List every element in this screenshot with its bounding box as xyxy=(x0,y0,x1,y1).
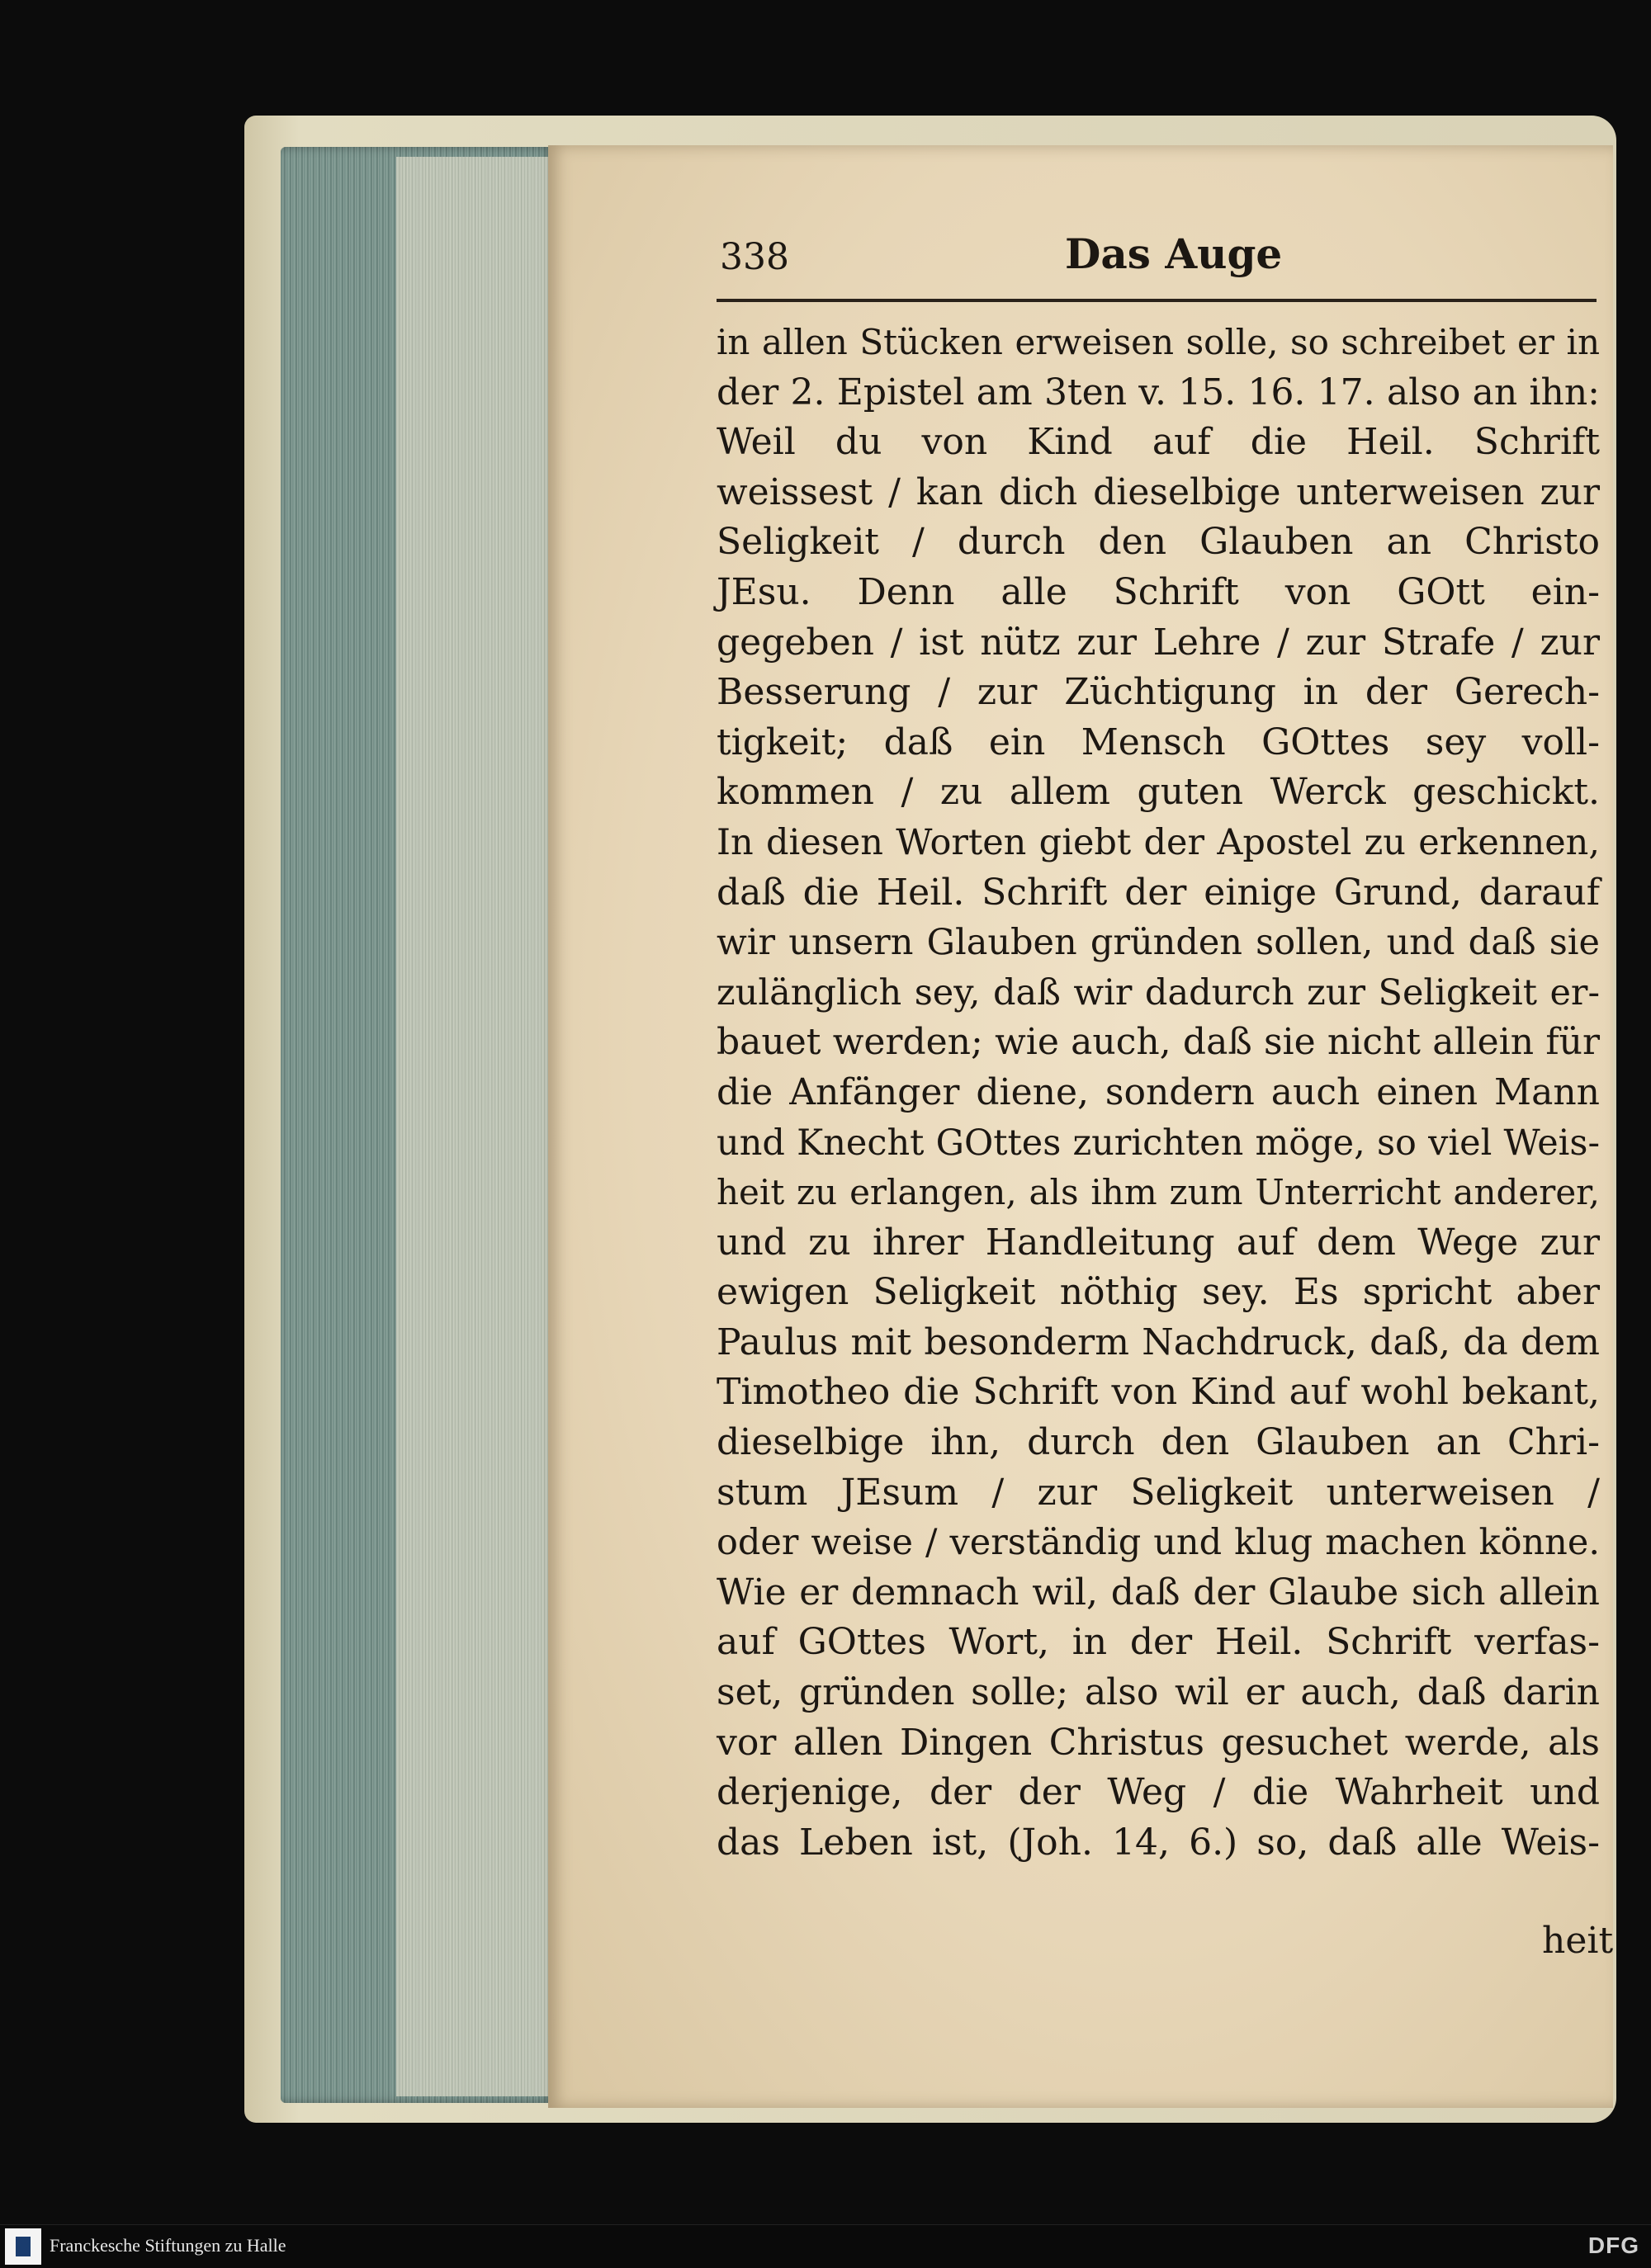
text-line: und zu ihrer Handleitung auf dem Wege zur xyxy=(717,1221,1600,1264)
text-line: der 2. Epistel am 3ten v. 15. 16. 17. also an ihn: xyxy=(717,371,1600,413)
text-line: weissest / kan dich dieselbige unterweisen zur xyxy=(717,470,1600,513)
book-page-edges-highlight xyxy=(396,157,553,2096)
text-line: oder weise / verständig und klug machen könne. xyxy=(717,1522,1600,1564)
text-line: Seligkeit / durch den Glauben an Christo xyxy=(717,521,1600,564)
text-line: Wie er demnach wil, daß der Glaube sich allein xyxy=(717,1571,1600,1614)
text-line: wir unsern Glauben gründen sollen, und daß sie xyxy=(717,922,1600,964)
text-line: JEsu. Denn alle Schrift von GOtt ein- xyxy=(717,570,1600,613)
text-line: die Anfänger diene, sondern auch einen Mann xyxy=(717,1070,1600,1113)
text-line: stum JEsum / zur Seligkeit unterweisen / xyxy=(717,1471,1600,1514)
text-line: heit zu erlangen, als ihm zum Unterricht anderer, xyxy=(717,1172,1600,1213)
text-line: und Knecht GOttes zurichten möge, so viel Weis- xyxy=(717,1122,1600,1164)
text-line: gegeben / ist nütz zur Lehre / zur Strafe / zur xyxy=(717,621,1600,664)
page-number: 338 xyxy=(720,236,789,278)
viewer-footer xyxy=(0,2224,1651,2268)
text-line: Besserung / zur Züchtigung in der Gerech- xyxy=(717,671,1600,714)
text-line: In diesen Worten giebt der Apostel zu erkennen, xyxy=(717,821,1600,863)
text-line: das Leben ist, (Joh. 14, 6.) so, daß alle Weis- xyxy=(717,1821,1600,1864)
footer-institution: Franckesche Stiftungen zu Halle xyxy=(50,2235,286,2256)
text-line: ewigen Seligkeit nöthig sey. Es spricht aber xyxy=(717,1271,1600,1314)
dfg-logo: DFG xyxy=(1587,2233,1639,2258)
text-line: Timotheo die Schrift von Kind auf wohl bekant, xyxy=(717,1371,1600,1414)
text-line: derjenige, der der Weg / die Wahrheit und xyxy=(717,1771,1600,1814)
text-line: Weil du von Kind auf die Heil. Schrift xyxy=(717,421,1600,464)
text-line: tigkeit; daß ein Mensch GOttes sey voll- xyxy=(717,721,1600,763)
text-line: Paulus mit besonderm Nachdruck, daß, da dem xyxy=(717,1321,1600,1363)
text-line: bauet werden; wie auch, daß sie nicht allein für xyxy=(717,1021,1600,1064)
text-line: zulänglich sey, daß wir dadurch zur Seligkeit er- xyxy=(717,971,1600,1014)
running-title: Das Auge xyxy=(1065,229,1283,278)
text-line: auf GOttes Wort, in der Heil. Schrift verfas- xyxy=(717,1621,1600,1664)
franckesche-stiftungen-logo-icon xyxy=(5,2228,41,2265)
text-line: in allen Stücken erweisen solle, so schreibet er in xyxy=(717,322,1600,362)
text-line: kommen / zu allem guten Werck geschickt. xyxy=(717,771,1600,814)
text-line: vor allen Dingen Christus gesuchet werde, als xyxy=(717,1721,1600,1764)
text-line: set, gründen solle; also wil er auch, daß darin xyxy=(717,1671,1600,1714)
body-text xyxy=(717,318,1600,1868)
text-line: daß die Heil. Schrift der einige Grund, darauf xyxy=(717,871,1600,914)
catchword: heit xyxy=(1542,1920,1614,1962)
header-rule xyxy=(717,299,1597,302)
logo-mark xyxy=(16,2237,31,2256)
text-line: dieselbige ihn, durch den Glauben an Chri- xyxy=(717,1421,1600,1464)
